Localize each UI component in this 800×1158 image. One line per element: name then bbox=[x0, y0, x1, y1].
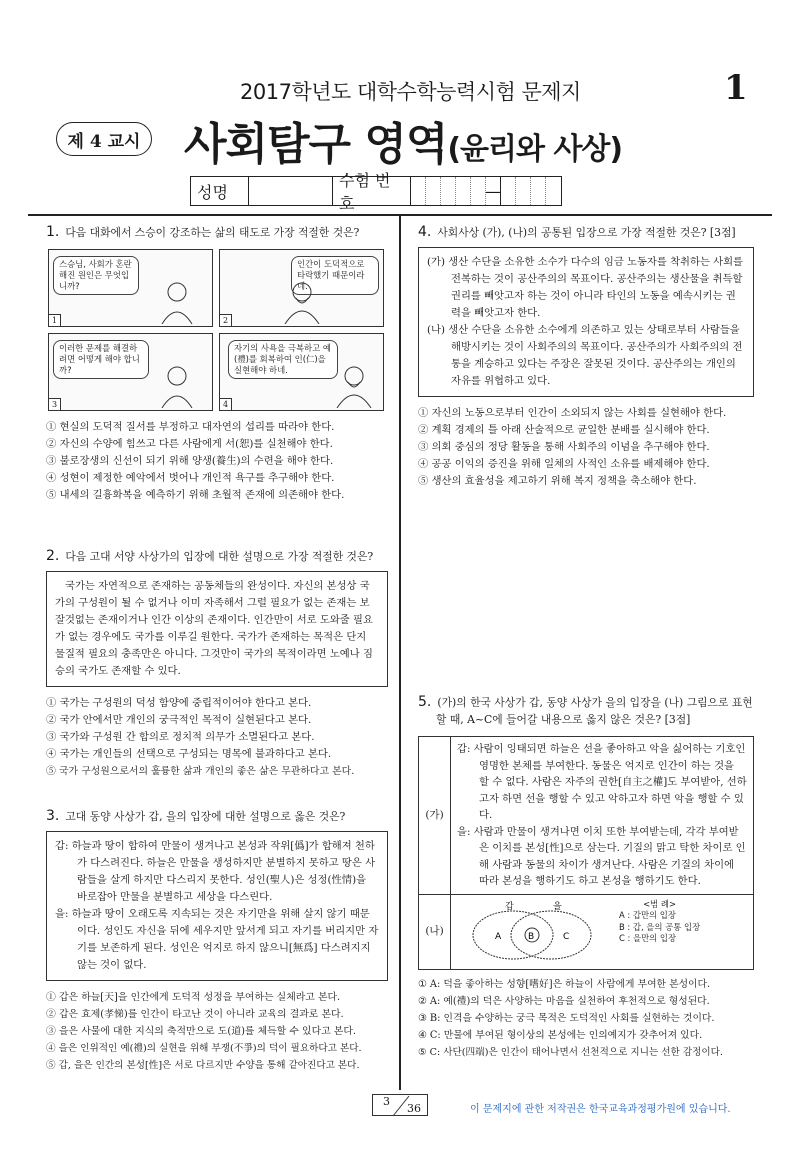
q5-row-na bbox=[419, 895, 753, 969]
option[interactable]: ② 계획 경제의 틀 아래 산술적으로 균일한 분배를 실시해야 한다. bbox=[418, 424, 710, 436]
exam-number-dash: — bbox=[486, 177, 501, 205]
cartoon-panel bbox=[219, 249, 384, 327]
option[interactable]: ④ 성현이 제정한 예악에서 벗어나 개인적 욕구를 추구해야 한다. bbox=[46, 472, 335, 484]
option[interactable]: ③ 의회 중심의 정당 활동을 통해 사회주의 이념을 추구해야 한다. bbox=[418, 441, 710, 453]
passage-box: 국가는 자연적으로 존재하는 공동체들의 완성이다. 자신의 본성상 국가의 구성원이 될 수 없거나 이미 자족해서 그럴 필요가 없는 존재는 보잘것없는 존재이거나 인간 이상의 존재이다. 인간만이 서로 도와줄 필요가 없는 경우에도 국가를 이루길 원한다. 국가가 존재하는 목적은 단지 물질적 필요의 충족만은 아니다. 그것만이 국가의 목적이라면 노예나 짐승의 국가도 존재할 수 있다. bbox=[46, 571, 388, 687]
question-number: 2. bbox=[46, 548, 60, 564]
cartoon bbox=[48, 249, 384, 411]
option[interactable]: ③ 을은 사물에 대한 지식의 축적만으로 도(道)를 체득할 수 있다고 본다. bbox=[46, 1026, 357, 1037]
exam-title: 2017학년도 대학수학능력시험 문제지 bbox=[240, 80, 581, 104]
venn-label-eul: 을 bbox=[553, 901, 562, 912]
speech-bubble: 스승님, 사회가 혼란해진 원인은 무엇입니까? bbox=[53, 256, 139, 295]
option[interactable]: ⑤ 내세의 길흉화복을 예측하기 위해 초월적 존재에 의존해야 한다. bbox=[46, 489, 345, 501]
question-3 bbox=[46, 808, 388, 825]
venn-legend bbox=[619, 899, 700, 945]
option[interactable]: ⑤ 갑, 을은 인간의 본성[性]은 서로 다르지만 수양을 통해 같아진다고 본다. bbox=[46, 1060, 360, 1071]
panel-number: 2 bbox=[220, 314, 232, 326]
legend-item: A : 갑만의 입장 bbox=[619, 910, 676, 920]
option[interactable]: ② 국가 안에서만 개인의 궁극적인 목적이 실현된다고 본다. bbox=[46, 714, 312, 726]
option-list bbox=[46, 695, 388, 780]
option[interactable]: ⑤ C: 사단(四端)은 인간이 태어나면서 선천적으로 지니는 선한 감정이다. bbox=[418, 1046, 723, 1058]
option[interactable]: ⑤ 생산의 효율성을 제고하기 위해 복지 정책을 축소해야 한다. bbox=[418, 475, 697, 487]
passage-eul: 을: 사람과 만물이 생겨나면 이치 또한 부여받는데, 각각 부여받은 이치를 본성[性]으로 삼는다. 기질의 맑고 탁한 차이로 인해 사람과 동물의 차이가 생겨난다. 사람은 기질의 차이에 따라 본성을 행하기도 하고 본성을 행하기도 한다. bbox=[457, 825, 746, 887]
page-number: 1 bbox=[724, 68, 748, 108]
option[interactable]: ④ C: 만물에 부여된 형이상의 본성에는 인의예지가 갖추어져 있다. bbox=[418, 1029, 703, 1041]
option[interactable]: ① A: 덕을 좋아하는 성향[嗜好]은 하늘이 사람에게 부여한 본성이다. bbox=[418, 978, 711, 990]
question-stem: 고대 동양 사상가 갑, 을의 입장에 대한 설명으로 옳은 것은? bbox=[65, 810, 346, 823]
question-5-block bbox=[418, 694, 754, 1061]
row-label: (가) bbox=[419, 737, 451, 894]
page-total: 36 bbox=[407, 1102, 421, 1115]
teacher-figure-icon bbox=[333, 362, 375, 408]
question-number: 4. bbox=[418, 224, 432, 240]
teacher-figure-icon bbox=[281, 278, 323, 324]
exam-number-cell[interactable] bbox=[516, 177, 531, 205]
period-badge: 제 4 교시 bbox=[56, 122, 152, 156]
cartoon-panel bbox=[48, 333, 213, 411]
venn-region-b: B bbox=[528, 931, 535, 942]
name-field[interactable] bbox=[249, 177, 333, 205]
name-label: 성명 bbox=[191, 177, 249, 205]
option[interactable]: ⑤ 국가 구성원으로서의 훌륭한 삶과 개인의 좋은 삶은 무관하다고 본다. bbox=[46, 766, 355, 777]
exam-number-cell[interactable] bbox=[546, 177, 561, 205]
question-stem: (가)의 한국 사상가 갑, 동양 사상가 을의 입장을 (나) 그림으로 표현할 때, A~C에 들어갈 내용으로 옳지 않은 것은? [3점] bbox=[436, 696, 753, 726]
student-figure-icon bbox=[156, 278, 198, 324]
student-figure-icon bbox=[156, 362, 198, 408]
row-label: (나) bbox=[419, 895, 451, 969]
exam-number-cell[interactable] bbox=[456, 177, 471, 205]
venn-label-gap: 갑 bbox=[505, 901, 514, 912]
option[interactable]: ② A: 예(禮)의 덕은 사양하는 마음을 실천하여 후천적으로 형성된다. bbox=[418, 995, 710, 1007]
option-list bbox=[418, 405, 754, 490]
option-list bbox=[46, 419, 388, 504]
question-stem: 다음 고대 서양 사상가의 입장에 대한 설명으로 가장 적절한 것은? bbox=[65, 550, 374, 563]
passage-gap: 갑: 하늘과 땅이 합하여 만물이 생겨나고 본성과 작위[僞]가 합해져 천하가 다스려진다. 하늘은 만물을 생성하지만 분별하지 못하고 땅은 사람들을 살게 하지만 다스리지 못한다. 성인(聖人)은 성정(性情)을 바로잡아 만물을 분별하고 세상을 다스린다. bbox=[55, 840, 376, 903]
cartoon-panel bbox=[219, 333, 384, 411]
cartoon-panel bbox=[48, 249, 213, 327]
passage-ga: (가) 생산 수단을 소유한 소수가 다수의 임금 노동자를 착취하는 사회를 전복하는 것이 공산주의의 목표이다. 공산주의는 생산물을 취득할 권리를 빼앗고자 하는 것이 아니라 타인의 노동을 예속시키는 권력을 빼앗고자 한다. bbox=[427, 256, 744, 319]
exam-number-cell[interactable] bbox=[471, 177, 486, 205]
question-4 bbox=[418, 224, 754, 241]
venn-diagram bbox=[467, 899, 597, 963]
legend-title: <범 례> bbox=[643, 898, 677, 909]
passage-box bbox=[418, 247, 754, 397]
exam-number-cell[interactable] bbox=[426, 177, 441, 205]
passage-box bbox=[46, 831, 388, 981]
panel-number: 3 bbox=[49, 398, 61, 410]
option[interactable]: ① 국가는 구성원의 덕성 함양에 중립적이어야 한다고 본다. bbox=[46, 697, 312, 709]
question-1 bbox=[46, 224, 388, 241]
panel-number: 1 bbox=[49, 314, 61, 326]
option[interactable]: ④ 을은 인위적인 예(禮)의 실현을 위해 부쟁(不爭)의 덕이 필요하다고 본다. bbox=[46, 1043, 362, 1054]
question-stem: 사회사상 (가), (나)의 공통된 입장으로 가장 적절한 것은? [3점] bbox=[437, 226, 736, 239]
question-2 bbox=[46, 548, 388, 565]
passage-na: (나) 생산 수단을 소유한 소수에게 의존하고 있는 상태로부터 사람들을 해방시키는 것이 사회주의의 목표이다. 공산주의가 사회주의의 전통을 계승하고 있다는 주장은 잘못된 것이다. 공산주의는 개인의 자유를 위협하고 있다. bbox=[427, 324, 743, 387]
legend-item: C : 을만의 입장 bbox=[619, 933, 677, 943]
speech-bubble: 인간이 도덕적으로 타락했기 때문이라네. bbox=[291, 256, 379, 295]
option[interactable]: ② 자신의 수양에 힘쓰고 다른 사람에게 서(恕)를 실천해야 한다. bbox=[46, 438, 333, 450]
row-body bbox=[451, 895, 753, 969]
passage-gap: 갑: 사람이 잉태되면 하늘은 선을 좋아하고 악을 싫어하는 기호인 영명한 본체를 부여한다. 동물은 억지로 인간이 하는 것을 할 수 없다. 사람은 자주의 권한[自主之權]도 부여받아, 선하고자 하면 선을 행할 수 있고 악하고자 하면 악을 행할 수 있다. bbox=[457, 743, 747, 821]
page-indicator bbox=[372, 1094, 428, 1116]
column-divider bbox=[399, 214, 401, 1090]
legend-item: B : 갑, 을의 공통 입장 bbox=[619, 921, 701, 932]
passage-eul: 을: 하늘과 땅이 오래도록 지속되는 것은 자기만을 위해 살지 않기 때문이다. 성인도 자신을 뒤에 세우지만 앞서게 되고 자기를 버리지만 자기를 보존하게 된다. 성인은 억지로 하지 않으니[無爲] 다스려지지 않는 것이 없다. bbox=[55, 908, 379, 971]
option[interactable]: ③ B: 인격을 수양하는 궁극 목적은 도덕적인 사회를 실현하는 것이다. bbox=[418, 1012, 715, 1024]
question-stem: 다음 대화에서 스승이 강조하는 삶의 태도로 가장 적절한 것은? bbox=[65, 226, 360, 239]
option[interactable]: ② 갑은 효제(孝悌)를 인간이 타고난 것이 아니라 교육의 결과로 본다. bbox=[46, 1009, 344, 1020]
speech-bubble: 자기의 사욕을 극복하고 예(禮)를 회복하여 인(仁)을 실현해야 하네. bbox=[228, 340, 338, 379]
exam-number-cell[interactable] bbox=[531, 177, 546, 205]
q5-row-ga bbox=[419, 737, 753, 895]
exam-number-cell[interactable] bbox=[441, 177, 456, 205]
right-column bbox=[418, 224, 754, 490]
speech-bubble: 이러한 문제를 해결하려면 어떻게 해야 합니까? bbox=[53, 340, 149, 379]
option[interactable]: ① 자신의 노동으로부터 인간이 소외되지 않는 사회를 실현해야 한다. bbox=[418, 407, 727, 419]
left-column bbox=[46, 224, 388, 1074]
subject-title bbox=[184, 108, 622, 172]
question-number: 5. bbox=[418, 694, 432, 710]
venn-region-c: C bbox=[563, 931, 570, 942]
option[interactable]: ① 현실의 도덕적 질서를 부정하고 대자연의 섭리를 따라야 한다. bbox=[46, 421, 335, 433]
exam-number-cell[interactable] bbox=[501, 177, 516, 205]
venn-region-a: A bbox=[495, 931, 502, 942]
option-list bbox=[46, 989, 388, 1074]
option[interactable]: ③ 불로장생의 신선이 되기 위해 양생(養生)의 수련을 해야 한다. bbox=[46, 455, 334, 467]
row-body bbox=[451, 737, 753, 894]
copyright-notice: 이 문제지에 관한 저작권은 한국교육과정평가원에 있습니다. bbox=[470, 1104, 731, 1115]
question-number: 1. bbox=[46, 224, 60, 240]
question-number: 3. bbox=[46, 808, 60, 824]
page-current: 3 bbox=[383, 1095, 390, 1108]
name-exam-box bbox=[190, 171, 562, 213]
exam-number-cell[interactable] bbox=[411, 177, 426, 205]
q5-table bbox=[418, 736, 754, 970]
option[interactable]: ④ 공공 이익의 증진을 위해 일체의 사적인 소유를 배제해야 한다. bbox=[418, 458, 710, 470]
option[interactable]: ④ 국가는 개인들의 선택으로 구성되는 명목에 불과하다고 본다. bbox=[46, 748, 332, 760]
question-5 bbox=[418, 694, 754, 728]
subject-main: 사회탐구 영역 bbox=[184, 119, 448, 170]
exam-number-label: 수험 번호 bbox=[333, 177, 411, 205]
option[interactable]: ③ 국가와 구성원 간 합의로 정치적 의무가 소멸된다고 본다. bbox=[46, 731, 315, 743]
option[interactable]: ① 갑은 하늘[天]을 인간에게 도덕적 성정을 부여하는 실체라고 본다. bbox=[46, 992, 341, 1003]
subject-sub: (윤리와 사상) bbox=[447, 132, 623, 167]
panel-number: 4 bbox=[220, 398, 232, 410]
option-list bbox=[418, 976, 754, 1061]
